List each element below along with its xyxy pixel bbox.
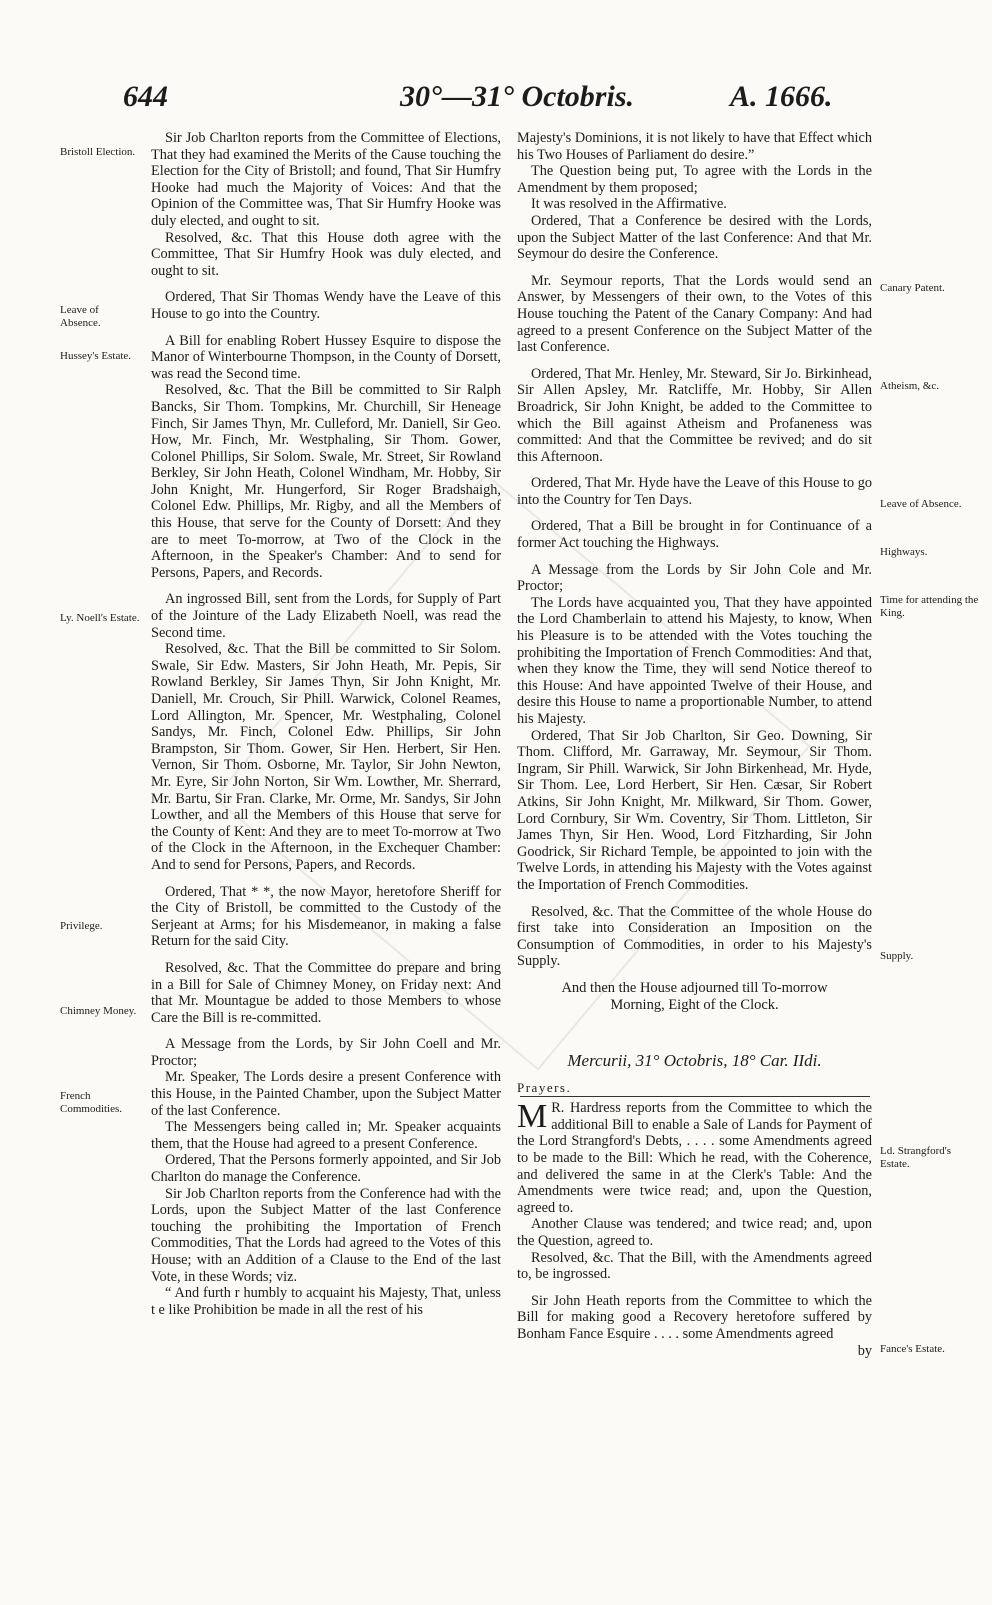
paragraph: The Lords have acquainted you, That they have appointed the Lord Chamberlain to attend his Majesty, to know, When his Pleasure is to be attended with the Votes touching the prohibiting the Importation of French Commodities: And that, when they know the Time, they will send Notice thereof to this House: And have appointed Twelve of their House, and desire this House to name a proportionable Number, to attend his Majesty.: [517, 594, 872, 727]
paragraph: Resolved, &c. That the Committee do prepare and bring in a Bill for Sale of Chimney Money, on Friday next: And that Mr. Mountague be added to those Members to whose Care the Bill is re-committed.: [151, 959, 501, 1026]
paragraph: Majesty's Dominions, it is not likely to have that Effect which his Two Houses of Parliament do desire.”: [517, 130, 872, 163]
margin-note-strangford: Ld. Strangford's Estate.: [880, 1145, 952, 1170]
margin-note-highways: Highways.: [880, 546, 928, 558]
adjournment-line: And then the House adjourned till To-morrow Morning, Eight of the Clock.: [561, 979, 828, 1013]
paragraph: Ordered, That a Conference be desired with the Lords, upon the Subject Matter of the last Conference: And that Mr. Seymour do desire the Conference.: [517, 212, 872, 263]
margin-note-leave-1: Leave of Absence.: [60, 304, 101, 329]
running-header: [0, 80, 992, 130]
left-column: [151, 130, 501, 1318]
prayers-heading: Prayers.: [517, 1079, 572, 1095]
paragraph: A Message from the Lords, by Sir John Coell and Mr. Proctor;: [151, 1036, 501, 1069]
margin-note-atheism: Atheism, &c.: [880, 380, 939, 392]
paragraph: Ordered, That Sir Thomas Wendy have the Leave of this House to go into the Country.: [151, 289, 501, 322]
paragraph: Another Clause was tendered; and twice read; and, upon the Question, agreed to.: [517, 1216, 872, 1250]
paragraph: The Messengers being called in; Mr. Speaker acquaints them, that the House had agreed to a present Conference.: [151, 1119, 501, 1152]
paragraph: Sir Job Charlton reports from the Conference had with the Lords, upon the Subject Matter of the last Conference touching the prohibiting the Importation of French Commodities, That the Lords had agreed to the Votes of this House; with an Addition of a Clause to the End of the last Vote, in these Words; viz.: [151, 1185, 501, 1285]
paragraph: Sir Job Charlton reports from the Committee of Elections, That they had examined the Merits of the Cause touching the Election for the City of Bristoll; and found, That Sir Humfry Hooke had much the Majority of Voices: And that the Opinion of the Committee was, That Sir Humfry Hooke was duly elected, and ought to sit.: [151, 130, 501, 229]
margin-note-privilege: Privilege.: [60, 920, 103, 932]
margin-note-noell: Ly. Noell's Estate.: [60, 612, 140, 624]
paragraph: It was resolved in the Affirmative.: [531, 196, 727, 213]
paragraph: R. Hardress reports from the Committee to which the additional Bill to enable a Sale of Lands for Payment of the Lord Strangford's Debts, . . . . some Amendments agreed to be made to the Bill: Which he read, with the Coherence, and delivered the same in at the Clerk's Table: And the Amendments were twice read; and, upon the Question, agreed to.: [517, 1100, 872, 1216]
paragraph: The Question being put, To agree with the Lords in the Amendment by them proposed;: [517, 163, 872, 196]
right-column: [517, 130, 872, 1359]
paragraph: Ordered, That * *, the now Mayor, heretofore Sheriff for the City of Bristoll, be committed to the Custody of the Serjeant at Arms; for his Misdemeanor, in making a false Return for the said City.: [151, 883, 501, 950]
margin-note-canary: Canary Patent.: [880, 282, 945, 294]
paragraph: Mr. Seymour reports, That the Lords would send an Answer, by Messengers of their own, to the Votes of this House touching the Patent of the Canary Company: And had agreed to a present Conference on the Subject Matter of the last Conference.: [517, 272, 872, 356]
section-divider: [520, 1096, 870, 1097]
section-title: Mercurii, 31° Octobris, 18° Car. IIdi.: [567, 1051, 822, 1071]
paragraph: Resolved, &c. That the Bill be committed to Sir Ralph Bancks, Sir Thom. Tompkins, Mr. Churchill, Sir Heneage Finch, Sir James Thyn, Mr. Culleford, Mr. Daniell, Sir Geo. How, Mr. Finch, Mr. Westphaling, Sir Thom. Gower, Colonel Phillips, Sir Solom. Swale, Mr. Street, Sir Rowland Berkley, Sir John Heath, Colonel Windham, Mr. Hobby, Sir John Knight, Mr. Hungerford, Sir Roger Bradshaigh, Colonel Edw. Phillips, Mr. Rigby, and all the Members of this House, that serve for the County of Dorsett: And they are to meet To-morrow, at Two of the Clock in the Afternoon, in the Speaker's Chamber: And to send for Persons, Papers, and Records.: [151, 382, 501, 581]
margin-note-fance: Fance's Estate.: [880, 1343, 945, 1355]
paragraph: Resolved, &c. That the Bill, with the Amendments agreed to, be ingrossed.: [517, 1249, 872, 1283]
paragraph: Sir John Heath reports from the Committee to which the Bill for making good a Recovery heretofore suffered by Bonham Fance Esquire . . . . some Amendments agreed: [517, 1292, 872, 1342]
margin-note-supply: Supply.: [880, 950, 914, 962]
paragraph: Resolved, &c. That the Bill be committed to Sir Solom. Swale, Sir Edw. Masters, Sir John Heath, Mr. Pepis, Sir Rowland Berkley, Sir James Thyn, Sir John Knight, Mr. Daniell, Mr. Crouch, Sir Phill. Warwick, Colonel Reames, Lord Allington, Mr. Spencer, Mr. Westphaling, Colonel Sandys, Mr. Finch, Colonel Edw. Phillips, Sir John Brampston, Sir Thom. Gower, Sir Hen. Herbert, Sir Hen. Vernon, Sir Thom. Osborne, Mr. Taylor, Sir John Newton, Mr. Eyre, Sir John Norton, Sir Wm. Lowther, Mr. Sherrard, Mr. Bartu, Sir Fran. Clarke, Mr. Orme, Mr. Sandys, Sir John Lowther, and all the Members of this House that serve for the County of Kent: And they are to meet To-morrow at Two of the Clock in the Afternoon, in the Exchequer Chamber: And to send for Persons, Papers, and Records.: [151, 641, 501, 873]
paragraph: Ordered, That Sir Job Charlton, Sir Geo. Downing, Sir Thom. Clifford, Mr. Garraway, Mr. Seymour, Sir Thom. Ingram, Sir Phill. Warwick, Sir John Birkenhead, Mr. Hyde, Sir Thom. Lee, Lord Herbert, Sir Hen. Cæsar, Sir Robert Atkins, Sir John Knight, Mr. Milkward, Sir Thom. Gower, Lord Cornbury, Sir Wm. Coventry, Sir Thom. Littleton, Sir James Thyn, Sir Hen. Wood, Lord Fitzharding, Sir John Goodrick, Sir Richard Temple, be appointed to join with the Twelve Lords, in attending his Majesty with the Votes against the Importation of French Commodities.: [517, 727, 872, 893]
margin-note-hussey: Hussey's Estate.: [60, 350, 132, 362]
margin-note-leave-2: Leave of Absence.: [880, 498, 962, 510]
paragraph: Resolved, &c. That this House doth agree with the Committee, That Sir Humfry Hook was duly elected, and ought to sit.: [151, 229, 501, 279]
header-date: 30°—31° Octobris.: [400, 80, 634, 113]
paragraph: Ordered, That Mr. Hyde have the Leave of this House to go into the Country for Ten Days.: [517, 475, 872, 508]
page-number: 644: [123, 80, 168, 113]
paragraph: “ And furth r humbly to acquaint his Majesty, That, unless t e like Prohibition be made in all the rest of his: [151, 1285, 501, 1318]
paragraph: Ordered, That the Persons formerly appointed, and Sir Job Charlton do manage the Conference.: [151, 1152, 501, 1186]
drop-cap: M: [517, 1098, 548, 1136]
paragraph: A Message from the Lords by Sir John Cole and Mr. Proctor;: [517, 561, 872, 595]
margin-note-french: French Commodities.: [60, 1090, 123, 1115]
margin-note-time: Time for attending the King.: [880, 594, 979, 619]
paragraph: An ingrossed Bill, sent from the Lords, for Supply of Part of the Jointure of the Lady Elizabeth Noell, was read the Second time.: [151, 591, 501, 641]
header-year: A. 1666.: [730, 80, 833, 113]
catchword: by: [857, 1342, 872, 1359]
paragraph: Ordered, That Mr. Henley, Mr. Steward, Sir Jo. Birkinhead, Sir Allen Apsley, Mr. Ratcliffe, Mr. Hobby, Sir Allen Broadrick, Sir John Knight, be added to the Committee to which the Bill against Atheism and Profaneness was committed: And that the Committee be revived; and do sit this Afternoon.: [517, 365, 872, 465]
paragraph: A Bill for enabling Robert Hussey Esquire to dispose the Manor of Winterbourne Thompson, in the County of Dorsett, was read the Second time.: [151, 332, 501, 382]
margin-note-bristoll: Bristoll Election.: [60, 146, 136, 158]
paragraph: Mr. Speaker, The Lords desire a present Conference with this House, in the Painted Chamber, upon the Subject Matter of the last Conference.: [151, 1069, 501, 1119]
paragraph: Ordered, That a Bill be brought in for Continuance of a former Act touching the Highways.: [517, 518, 872, 552]
paragraph: Resolved, &c. That the Committee of the whole House do first take into Consideration an Imposition on the Consumption of Commodities, in order to his Majesty's Supply.: [517, 903, 872, 970]
margin-note-chimney: Chimney Money.: [60, 1005, 137, 1017]
